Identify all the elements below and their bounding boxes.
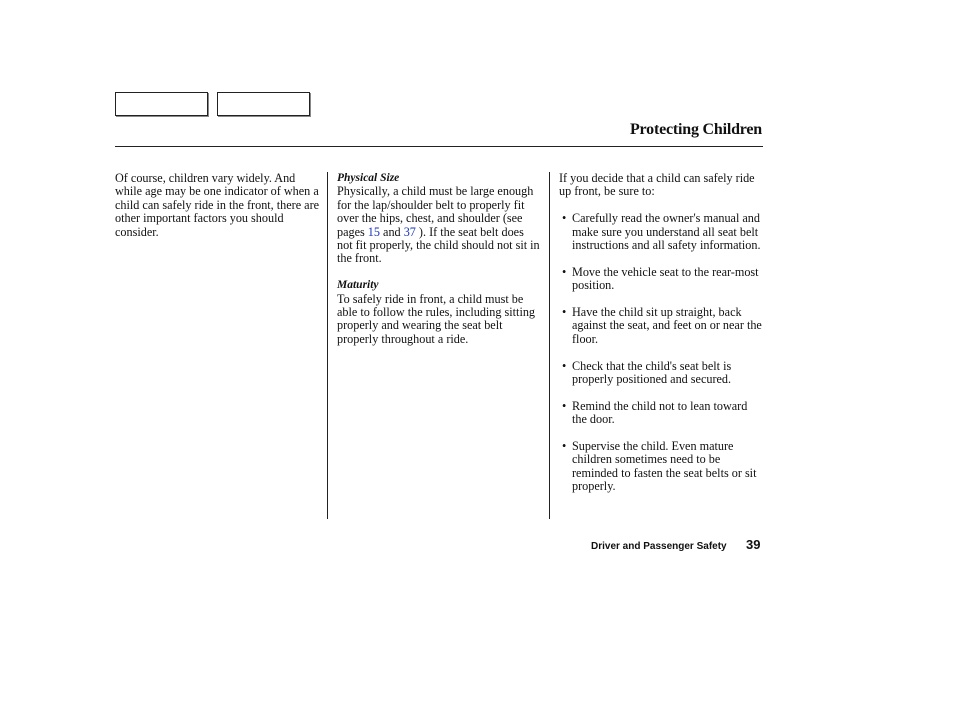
physical-size-heading: Physical Size — [337, 172, 400, 184]
checklist-column — [559, 172, 765, 507]
factors-column — [337, 172, 542, 346]
list-item — [559, 306, 765, 346]
intro-column — [115, 172, 320, 239]
list-item-text: Carefully read the owner's manual and make sure you understand all seat belt instructions and all safety information. — [572, 211, 761, 253]
page-link-37[interactable]: 37 — [403, 224, 416, 239]
bullet-icon: • — [562, 305, 567, 320]
physical-size-paragraph — [337, 185, 542, 265]
checklist — [559, 212, 765, 493]
list-item-text: Check that the child's seat belt is properly positioned and secured. — [572, 358, 732, 387]
column-divider-1 — [327, 172, 328, 519]
page-title: Protecting Children — [629, 121, 762, 138]
bullet-icon: • — [562, 264, 567, 279]
bullet-icon: • — [562, 398, 567, 413]
title-divider — [115, 146, 763, 147]
footer-section-label: Driver and Passenger Safety — [591, 541, 727, 552]
intro-paragraph: Of course, children vary widely. And while age may be one indicator of when a child can safely ride in the front, there are other important factors you should consider. — [115, 171, 320, 239]
physical-size-text-b: ). If the seat belt does not fit properly, the child should not sit in the front. — [337, 224, 540, 266]
physical-size-text-and: and — [379, 224, 404, 239]
checklist-intro: If you decide that a child can safely ride up front, be sure to: — [559, 171, 755, 199]
maturity-heading: Maturity — [337, 279, 379, 292]
column-divider-2 — [549, 172, 550, 519]
bullet-icon: • — [562, 358, 567, 373]
page-number: 39 — [746, 537, 761, 552]
maturity-paragraph: To safely ride in front, a child must be able to follow the rules, including sitting properly and wearing the seat belt properly throughout a ride. — [337, 291, 536, 346]
physical-size-text-a: Physically, a child must be large enough for the lap/shoulder belt to properly fit over the hips, chest, and shoulder (see pages — [337, 184, 534, 239]
list-item — [559, 400, 765, 427]
nav-button-1[interactable] — [115, 92, 208, 116]
list-item-text: Have the child sit up straight, back against the seat, and feet on or near the floor. — [572, 305, 762, 346]
list-item — [559, 440, 765, 494]
bullet-icon: • — [562, 211, 567, 226]
list-item-text: Supervise the child. Even mature children sometimes need to be reminded to fasten the seat belts or sit properly. — [572, 439, 757, 494]
nav-button-2[interactable] — [217, 92, 310, 116]
list-item — [559, 266, 765, 293]
list-item-text: Move the vehicle seat to the rear-most position. — [572, 264, 759, 293]
bullet-icon: • — [562, 439, 567, 454]
list-item — [559, 360, 765, 387]
page-link-15[interactable]: 15 — [367, 224, 380, 239]
list-item-text: Remind the child not to lean toward the door. — [572, 398, 748, 427]
list-item — [559, 212, 765, 252]
